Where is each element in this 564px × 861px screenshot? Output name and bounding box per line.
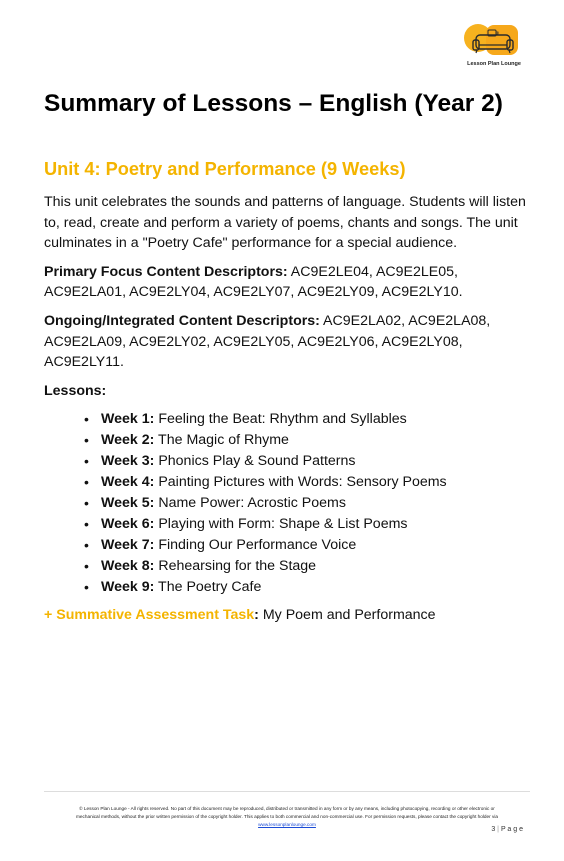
primary-descriptors-value: AC9E2LE04, AC9E2LE05, AC9E2LA01, AC9E2LY04, AC9E2LY07, AC9E2LY09, AC9E2LY10. [44,263,463,301]
week-title: Name Power: Acrostic Poems [154,494,346,511]
page-separator: | [495,826,501,833]
assessment-title: My Poem and Performance [258,606,436,623]
list-item [101,514,534,535]
week-label: Week 9: [101,578,155,595]
list-item [101,409,534,430]
week-label: Week 3: [101,453,155,470]
footer-copyright [44,805,530,829]
website-link[interactable]: www.lessonplanlounge.com [258,822,316,827]
logo-text: Lesson Plan Lounge [467,61,521,67]
primary-descriptors [44,262,534,303]
list-item [101,430,534,451]
week-title: Feeling the Beat: Rhythm and Syllables [154,411,407,428]
week-label: Week 1: [101,411,155,428]
assessment-prefix: + Summative Assessment Task [44,606,255,623]
list-item [101,493,534,514]
list-item [101,556,534,577]
week-title: Playing with Form: Shape & List Poems [154,515,408,532]
week-title: The Poetry Cafe [154,578,262,595]
page-label: P a g e [500,826,523,833]
list-item [101,472,534,493]
week-label: Week 5: [101,494,155,511]
week-label: Week 4: [101,474,155,491]
week-label: Week 7: [101,536,155,553]
assessment-colon: : [254,606,259,623]
week-title: Finding Our Performance Voice [154,536,357,553]
lessons-list [44,409,534,597]
list-item [101,577,534,598]
week-label: Week 2: [101,432,155,449]
lesson-plan-lounge-logo [463,21,525,71]
ongoing-descriptors [44,311,534,373]
list-item [101,535,534,556]
footer-divider [44,791,530,792]
week-label: Week 6: [101,515,155,532]
page-title: Summary of Lessons – English (Year 2) [44,90,503,117]
copyright-line-1: © Lesson Plan Lounge - All rights reserved. No part of this document may be reproduced, distributed or transmitted in any form or by any means, including photocopying, recording or other electronic or [79,806,495,811]
week-label: Week 8: [101,557,155,574]
ongoing-descriptors-value: AC9E2LA02, AC9E2LA08, AC9E2LA09, AC9E2LY02, AC9E2LY05, AC9E2LY06, AC9E2LY08, AC9E2LY11. [44,312,491,371]
primary-descriptors-label: Primary Focus Content Descriptors: [44,263,288,280]
unit-intro: This unit celebrates the sounds and patterns of language. Students will listen to, read, create and perform a variety of poems, chants and songs. The unit culminates in a "Poetry Cafe" performance for a special audience. [44,194,526,252]
unit-title: Unit 4: Poetry and Performance (9 Weeks) [44,159,406,179]
ongoing-descriptors-label: Ongoing/Integrated Content Descriptors: [44,312,320,329]
page-number-value: 3 [491,826,496,833]
week-title: Painting Pictures with Words: Sensory Poems [154,474,447,491]
week-title: Rehearsing for the Stage [154,557,317,574]
copyright-line-2: mechanical methods, without the prior written permission of the copyright holder. This applies to both commercial and non-commercial use. For permission requests, please contact the copyright holder via [76,814,498,819]
lessons-heading: Lessons: [44,382,107,399]
week-title: Phonics Play & Sound Patterns [154,453,356,470]
week-title: The Magic of Rhyme [154,432,289,449]
summative-assessment [44,605,534,626]
list-item [101,451,534,472]
page-number [491,826,523,833]
lounge-chair-icon [463,21,525,61]
unit-content [44,192,534,633]
